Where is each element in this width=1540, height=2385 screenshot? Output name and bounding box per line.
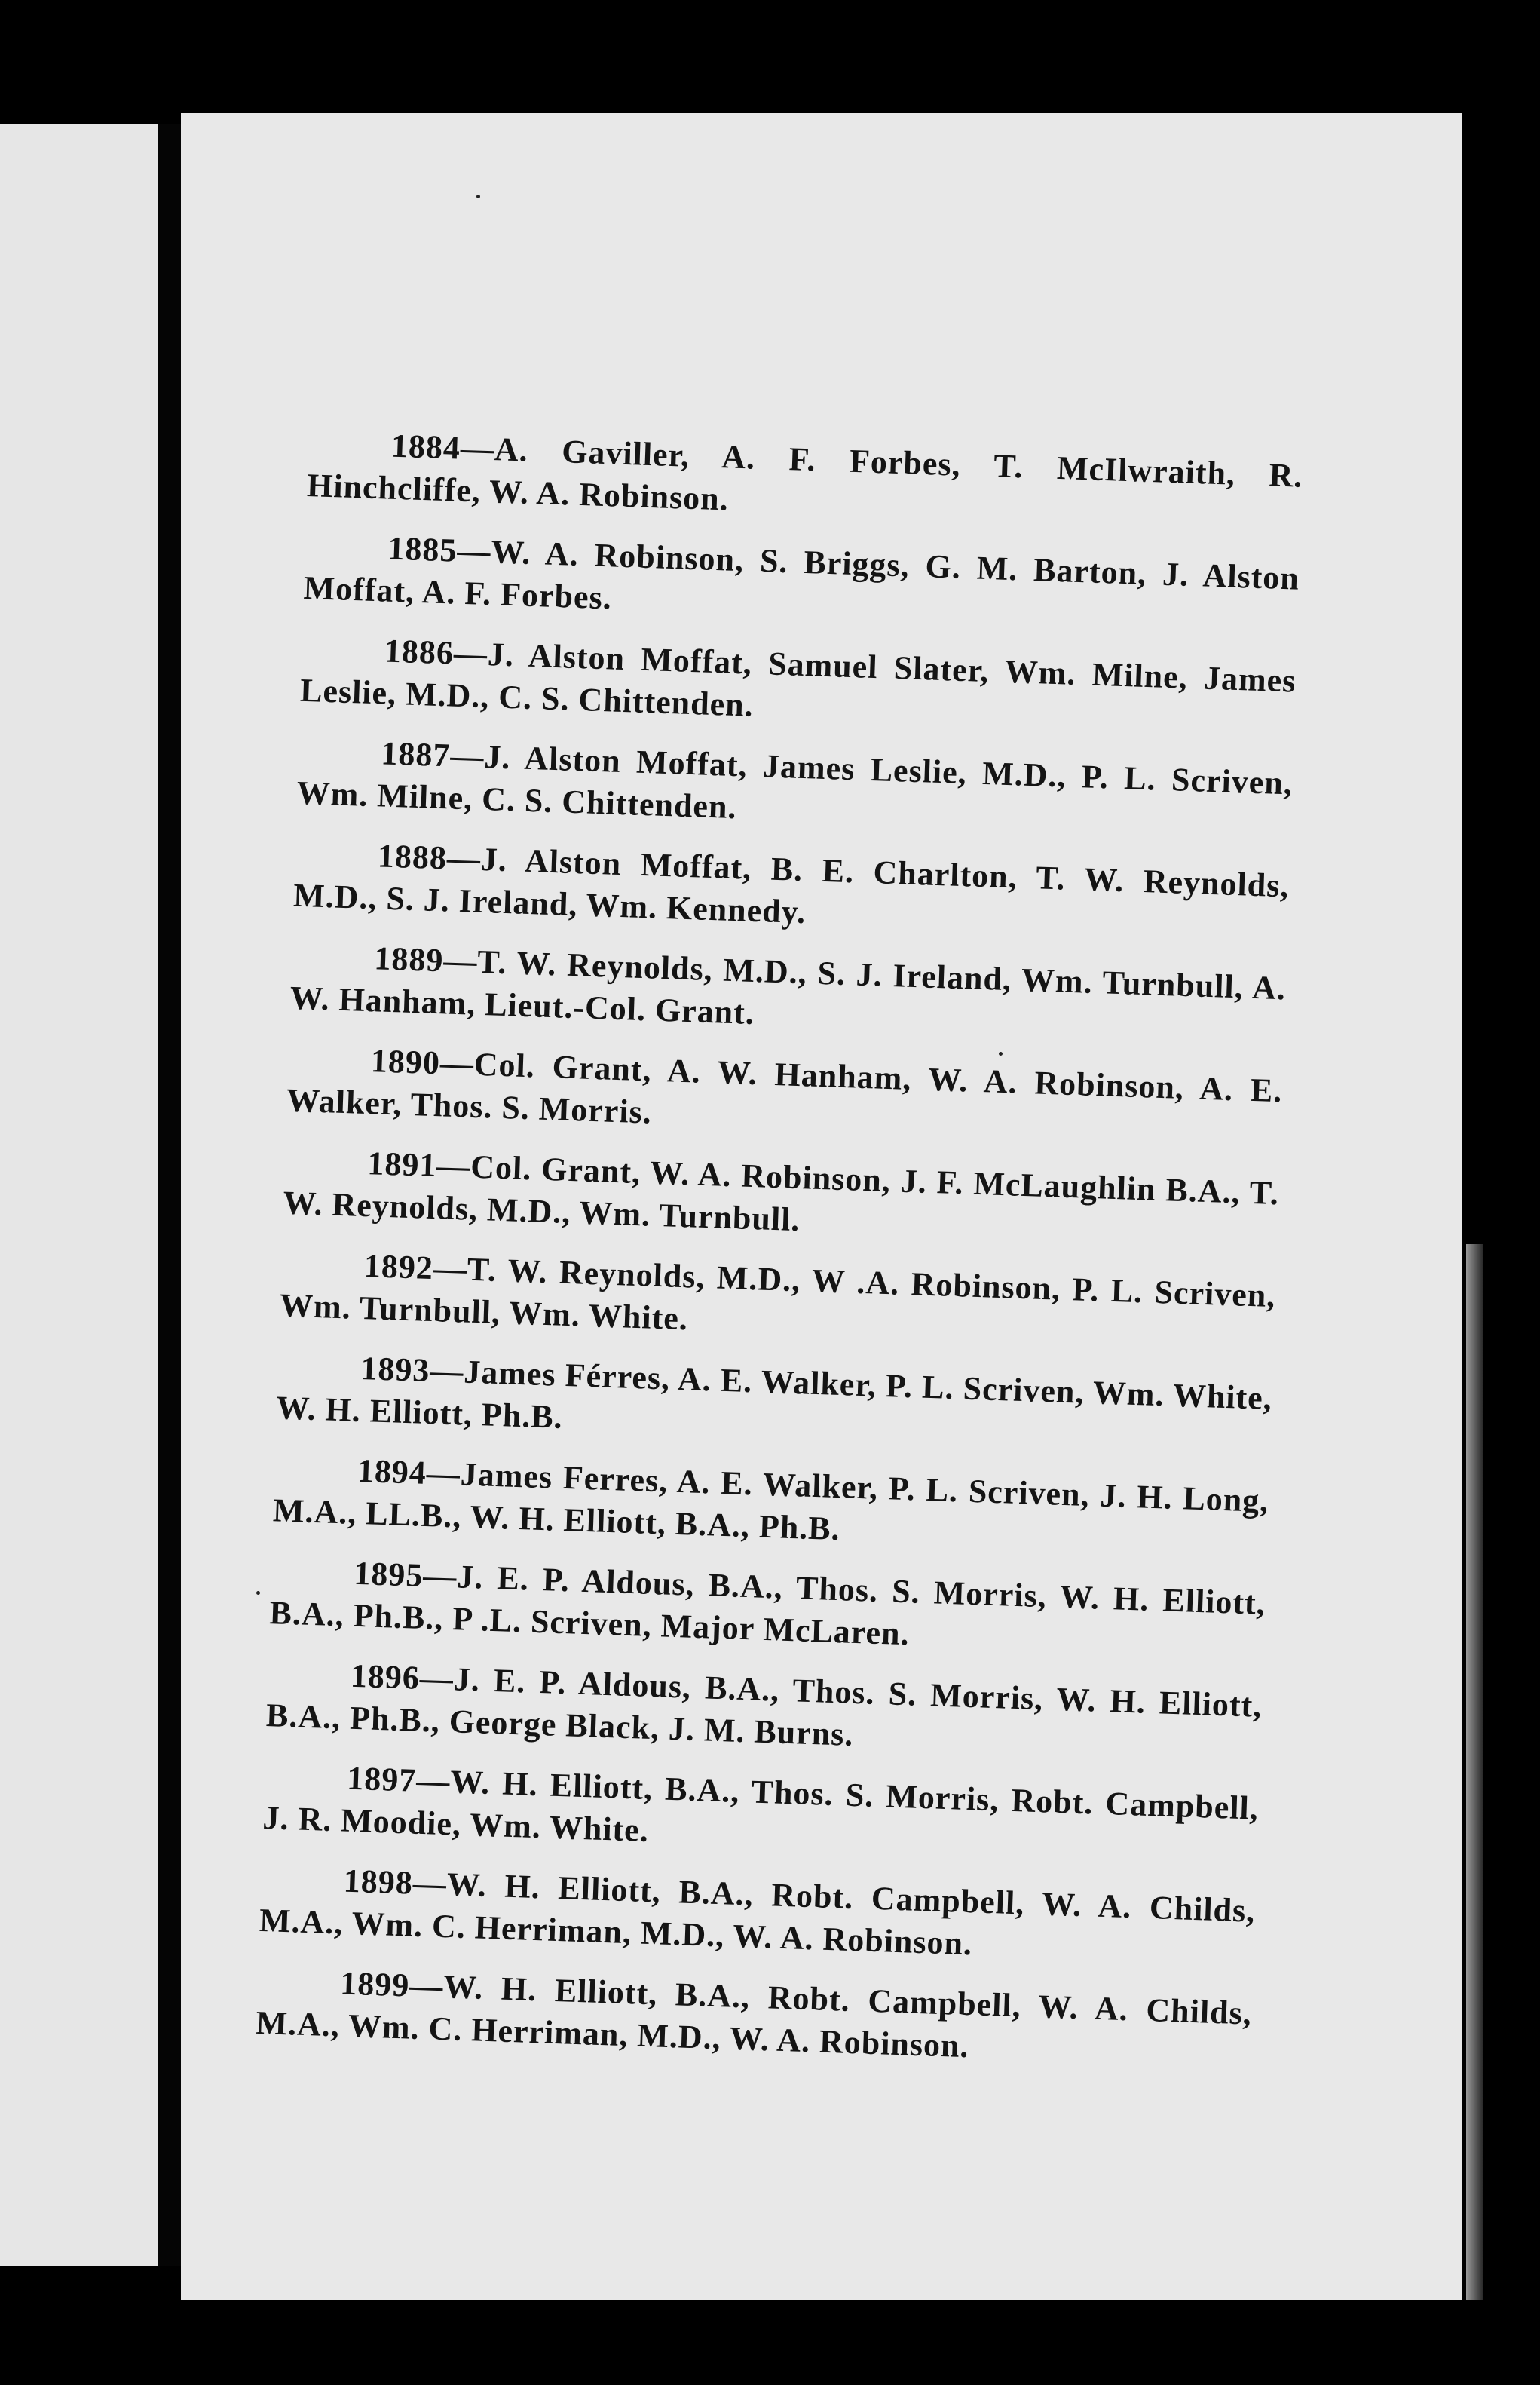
list-entry: 1887—J. Alston Moffat, James Leslie, M.D., P. L. Scriven, Wm. Milne, C. S. Chittenden. [295, 734, 1294, 826]
list-entry: 1898—W. H. Elliott, B.A., Robt. Campbell, W. A. Childs, M.A., Wm. C. Herriman, M.D., W. A. Robinson. [259, 1862, 1257, 1963]
list-entry: 1884—A. Gaviller, A. F. Forbes, T. McIlwraith, R. Hinchcliffe, W. A. Robinson. [306, 427, 1304, 518]
list-entry: 1895—J. E. P. Aldous, B.A., Thos. S. Morris, W. H. Elliott, B.A., Ph.B., P .L. Scriven, Major McLaren. [268, 1554, 1266, 1653]
paper-speck [256, 1591, 260, 1595]
facing-page-edge [0, 124, 167, 2266]
list-entry: 1886—J. Alston Moffat, Samuel Slater, Wm. Milne, James Leslie, M.D., C. S. Chittenden. [299, 632, 1297, 724]
binding-gutter [158, 124, 181, 2266]
list-entry: 1891—Col. Grant, W. A. Robinson, J. F. McLaughlin B.A., T. W. Reynolds, M.D., Wm. Turnbull. [282, 1145, 1280, 1239]
list-entry: 1896—J. E. P. Aldous, B.A., Thos. S. Morris, W. H. Elliott, B.A., Ph.B., George Black, J. M. Burns. [265, 1657, 1263, 1753]
list-entry: 1892—T. W. Reynolds, M.D., W .A. Robinson, P. L. Scriven, Wm. Turnbull, Wm. White. [279, 1247, 1277, 1338]
list-entry: 1897—W. H. Elliott, B.A., Thos. S. Morris, Robt. Campbell, J. R. Moodie, Wm. White. [262, 1759, 1260, 1849]
list-entry: 1894—James Ferres, A. E. Walker, P. L. Scriven, J. H. Long, M.A., LL.B., W. H. Elliott, B.A., Ph.B. [272, 1452, 1270, 1548]
list-entry: 1889—T. W. Reynolds, M.D., S. J. Ireland, Wm. Turnbull, A. W. Hanham, Lieut.-Col. Grant. [289, 940, 1287, 1032]
officers-list [255, 422, 1303, 2095]
list-entry: 1888—J. Alston Moffat, B. E. Charlton, T. W. Reynolds, M.D., S. J. Ireland, Wm. Kennedy. [292, 837, 1290, 931]
list-entry: 1890—Col. Grant, A. W. Hanham, W. A. Robinson, A. E. Walker, Thos. S. Morris. [286, 1042, 1284, 1131]
list-entry: 1899—W. H. Elliott, B.A., Robt. Campbell, W. A. Childs, M.A., Wm. C. Herriman, M.D., W. A. Robinson. [255, 1964, 1253, 2065]
page-edge-shadow [1466, 1244, 1483, 2300]
list-entry: 1893—James Férres, A. E. Walker, P. L. Scriven, Wm. White, W. H. Elliott, Ph.B. [275, 1349, 1273, 1436]
paper-speck [476, 195, 480, 198]
list-entry: 1885—W. A. Robinson, S. Briggs, G. M. Barton, J. Alston Moffat, A. F. Forbes. [302, 529, 1300, 617]
